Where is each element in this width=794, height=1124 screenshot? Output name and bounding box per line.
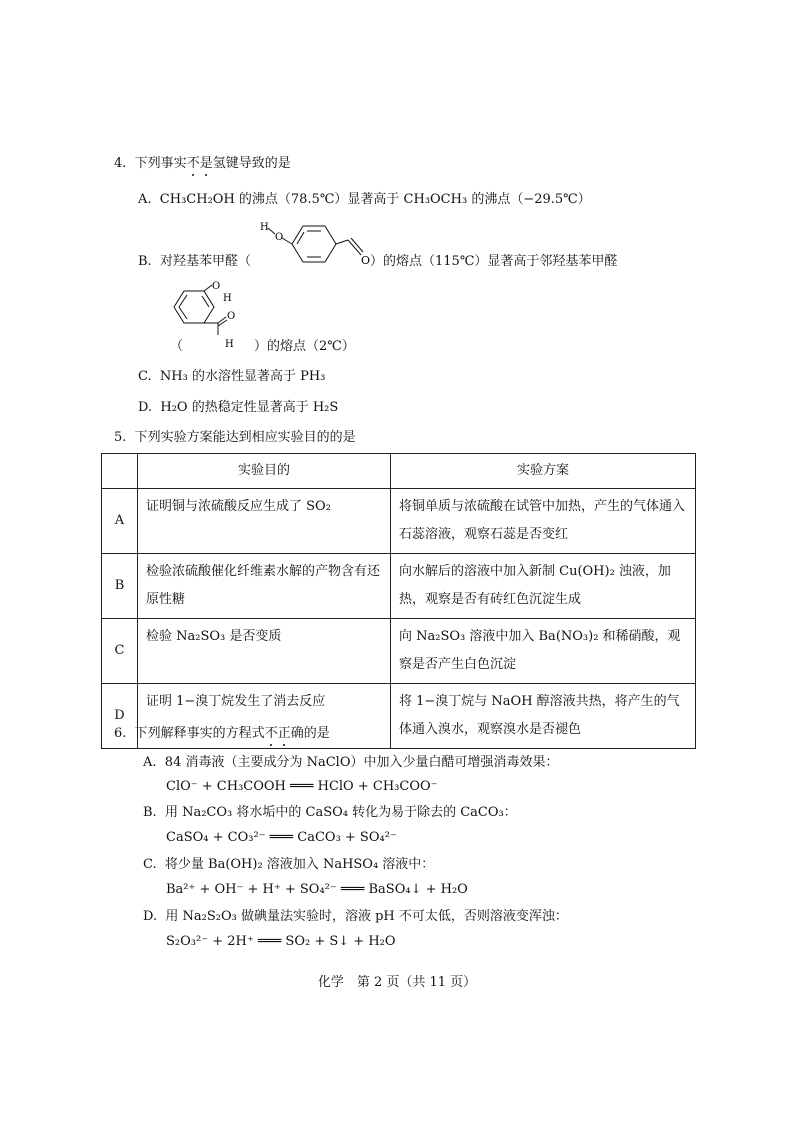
row-plan: 向水解后的溶液中加入新制 Cu(OH)₂ 浊液，加热，观察是否有砖红色沉淀生成 [391, 554, 696, 619]
q4-stem-pre: 下列事实 [134, 156, 187, 171]
q4-d-text: H₂O 的热稳定性显著高于 H₂S [160, 400, 339, 415]
row-label: D [102, 684, 138, 749]
para-atom-o: O [275, 232, 284, 243]
q6-c-label: C. [143, 857, 157, 872]
ortho-atom-o: O [212, 281, 221, 292]
page-footer: 化学 第 2 页（共 11 页） [317, 975, 477, 990]
q4-b-cont-post: ）的熔点（2℃） [254, 339, 355, 354]
q6-a-text: 84 消毒液（主要成分为 NaClO）中加入少量白醋可增强消毒效果： [164, 755, 559, 770]
q6-d-equation: S₂O₃²⁻ + 2H⁺ ═══ SO₂ + S↓ + H₂O [166, 934, 396, 949]
table-header-row [102, 454, 696, 489]
q6-stem-pre: 下列解释事实的方程式 [134, 726, 265, 741]
q6-c-equation: Ba²⁺ + OH⁻ + H⁺ + SO₄²⁻ ═══ BaSO₄↓ + H₂O [166, 882, 468, 897]
q4-option-a [138, 192, 591, 208]
q4-b-post: ）的熔点（115℃）显著高于邻羟基苯甲醛 [370, 254, 618, 269]
experiment-table [101, 453, 696, 749]
q6-d-label: D. [143, 909, 158, 924]
header-plan: 实验方案 [391, 454, 696, 489]
q4-a-label: A. [138, 192, 152, 207]
para-atom-o2: O [361, 254, 371, 267]
table-row [102, 489, 696, 554]
q6-d-text: 用 Na₂S₂O₃ 做碘量法实验时，溶液 pH 不可太低，否则溶液变浑浊： [165, 909, 568, 924]
row-label: C [102, 619, 138, 684]
q6-number: 6. [114, 726, 127, 741]
row-label: B [102, 554, 138, 619]
q4-b-pre: 对羟基苯甲醛（ [159, 254, 251, 269]
q6-emphasis-2: 正 [277, 726, 291, 741]
table-row [102, 619, 696, 684]
header-purpose: 实验目的 [138, 454, 391, 489]
q6-option-d [143, 909, 568, 925]
q6-emphasis-1: 不 [264, 726, 278, 741]
para-atom-h: H [260, 222, 269, 233]
row-purpose: 检验浓硫酸催化纤维素水解的产物含有还原性糖 [138, 554, 391, 619]
q4-d-label: D. [138, 400, 153, 415]
q5-number: 5. [114, 430, 127, 445]
para-hydroxybenzaldehyde-structure [255, 220, 380, 268]
q6-c-text: 将少量 Ba(OH)₂ 溶液加入 NaHSO₄ 溶液中： [164, 857, 435, 872]
q4-b-label: B. [138, 254, 152, 269]
q6-a-equation: ClO⁻ + CH₃COOH ═══ HClO + CH₃COO⁻ [166, 779, 438, 794]
q4-stem-post: 氢键导致的是 [212, 156, 291, 171]
q4-option-b [138, 254, 251, 270]
row-label: A [102, 489, 138, 554]
row-plan: 向 Na₂SO₃ 溶液中加入 Ba(NO₃)₂ 和稀硝酸，观察是否产生白色沉淀 [391, 619, 696, 684]
q4-number: 4. [114, 156, 127, 171]
q4-emphasis-1: 不 [186, 156, 200, 171]
q4-option-d [138, 400, 338, 416]
q5-stem [114, 430, 356, 446]
q4-c-text: NH₃ 的水溶性显著高于 PH₃ [159, 369, 326, 384]
q6-b-label: B. [143, 805, 157, 820]
row-purpose: 证明铜与浓硫酸反应生成了 SO₂ [138, 489, 391, 554]
q6-a-label: A. [143, 755, 157, 770]
row-plan: 将 1−溴丁烷与 NaOH 醇溶液共热，将产生的气体通入溴水，观察溴水是否褪色 [391, 684, 696, 749]
q6-stem [114, 726, 330, 742]
q4-c-label: C. [138, 369, 152, 384]
q4-stem [114, 156, 291, 172]
row-purpose: 证明 1−溴丁烷发生了消去反应 [138, 684, 391, 749]
row-purpose: 检验 Na₂SO₃ 是否变质 [138, 619, 391, 684]
q6-b-equation: CaSO₄ + CO₃²⁻ ═══ CaCO₃ + SO₄²⁻ [166, 830, 397, 845]
q5-stem-text: 下列实验方案能达到相应实验目的的是 [134, 430, 356, 445]
q6-option-c [143, 857, 434, 873]
q6-option-a [143, 755, 559, 771]
ortho-atom-h2: H [225, 339, 234, 347]
table-row [102, 554, 696, 619]
ortho-atom-h: H [223, 293, 232, 304]
q4-emphasis-2: 是 [199, 156, 213, 171]
q6-stem-post: 确的是 [290, 726, 330, 741]
header-blank [102, 454, 138, 489]
ortho-atom-o2: O [227, 311, 236, 322]
q4-a-text: CH₃CH₂OH 的沸点（78.5℃）显著高于 CH₃OCH₃ 的沸点（−29.5℃） [159, 192, 591, 207]
q6-option-b [143, 805, 517, 821]
q4-b-cont-open: （ [170, 339, 184, 354]
row-plan: 将铜单质与浓硫酸在试管中加热，产生的气体通入石蕊溶液，观察石蕊是否变红 [391, 489, 696, 554]
q6-b-text: 用 Na₂CO₃ 将水垢中的 CaSO₄ 转化为易于除去的 CaCO₃： [164, 805, 517, 820]
ortho-hydroxybenzaldehyde-structure [172, 277, 252, 347]
q4-option-c [138, 369, 325, 385]
